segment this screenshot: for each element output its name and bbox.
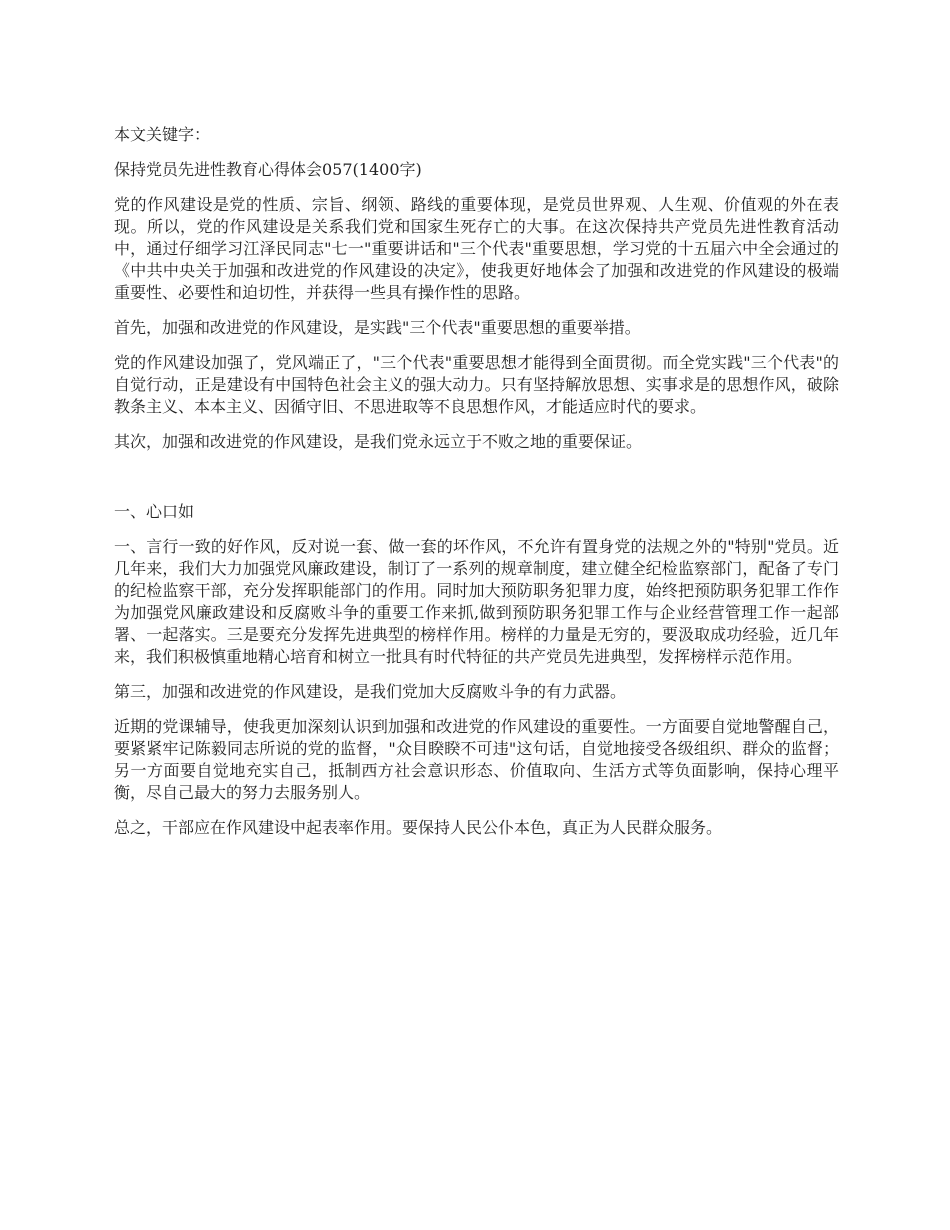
section-gap [114,466,839,501]
keywords-label: 本文关键字： [114,125,211,144]
paragraph-third-point: 第三，加强和改进党的作风建设，是我们党加大反腐败斗争的有力武器。 [114,682,627,701]
paragraph-second-point: 其次，加强和改进党的作风建设，是我们党永远立于不败之地的重要保证。 [114,432,643,451]
document-title: 保持党员先进性教育心得体会057(1400字) [114,160,422,179]
section-heading: 一、心口如 [114,502,195,521]
paragraph-intro: 党的作风建设是党的性质、宗旨、纲领、路线的重要体现，是党员世界观、人生观、价值观的外在表现。所以，党的作风建设是关系我们党和国家生死存亡的大事。在这次保持共产党员先进性教育活动中，通过仔细学习江泽民同志"七一"重要讲话和"三个代表"重要思想，学习党的十五届六中全会通过的《中共中央关于加强和改进党的作风建设的决定》，使我更好地体会了加强和改进党的作风建设的极端重要性、必要性和迫切性，并获得一些具有操作性的思路。 [114,195,839,302]
paragraph-party-lesson: 近期的党课辅导，使我更加深刻认识到加强和改进党的作风建设的重要性。一方面要自觉地警醒自己，要紧紧牢记陈毅同志所说的党的监督，"众目睽睽不可违"这句话，自觉地接受各级组织、群众的监督；另一方面要自觉地充实自己，抵制西方社会意识形态、价值取向、生活方式等负面影响，保持心理平衡，尽自己最大的努力去服务别人。 [114,717,839,802]
document-body [114,124,839,852]
paragraph-conclusion: 总之，干部应在作风建设中起表率作用。要保持人民公仆本色，真正为人民群众服务。 [114,818,723,837]
paragraph-first-detail: 党的作风建设加强了，党风端正了，"三个代表"重要思想才能得到全面贯彻。而全党实践"三个代表"的自觉行动，正是建设有中国特色社会主义的强大动力。只有坚持解放思想、实事求是的思想作风，破除教条主义、本本主义、因循守旧、不思进取等不良思想作风，才能适应时代的要求。 [114,353,839,416]
paragraph-first-point: 首先，加强和改进党的作风建设，是实践"三个代表"重要思想的重要举措。 [114,318,641,337]
paragraph-section-body: 一、言行一致的好作风，反对说一套、做一套的坏作风，不允许有置身党的法规之外的"特别"党员。近几年来，我们大力加强党风廉政建设，制订了一系列的规章制度，建立健全纪检监察部门，配备了专门的纪检监察干部，充分发挥职能部门的作用。同时加大预防职务犯罪力度，始终把预防职务犯罪工作作为加强党风廉政建设和反腐败斗争的重要工作来抓,做到预防职务犯罪工作与企业经营管理工作一起部署、一起落实。三是要充分发挥先进典型的榜样作用。榜样的力量是无穷的，要汲取成功经验，近几年来，我们积极慎重地精心培育和树立一批具有时代特征的共产党员先进典型，发挥榜样示范作用。 [114,537,839,666]
